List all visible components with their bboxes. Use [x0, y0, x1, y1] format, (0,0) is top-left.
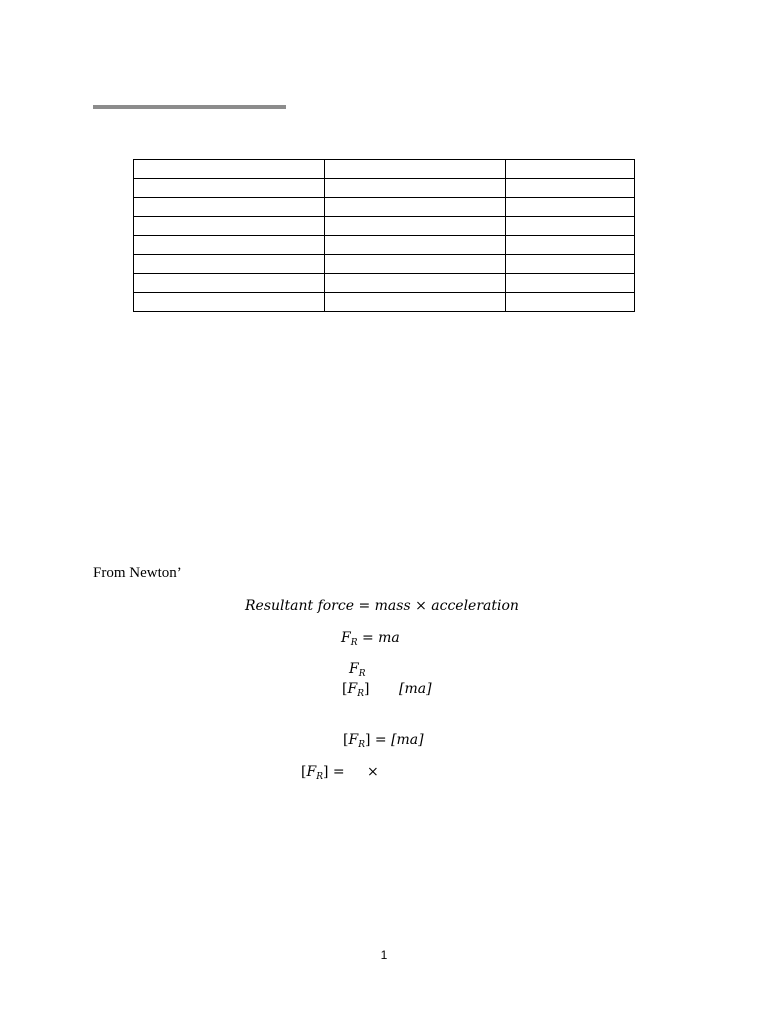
page-number: 1	[380, 948, 388, 962]
heading-rule	[93, 105, 286, 109]
table-cell	[325, 274, 505, 293]
bracket-close: ]	[363, 681, 370, 697]
times-sign: ×	[367, 764, 379, 780]
symbol-f: F	[306, 764, 317, 780]
intro-paragraph: From Newton’	[93, 565, 182, 581]
table-cell	[325, 160, 505, 179]
table-row	[134, 179, 635, 198]
table-row	[134, 217, 635, 236]
subscript-r: R	[358, 669, 366, 679]
table-cell	[505, 293, 634, 312]
table-cell	[134, 179, 325, 198]
table-cell	[325, 179, 505, 198]
symbol-f: F	[348, 732, 359, 748]
table-cell	[505, 198, 634, 217]
equation-fr-ma	[341, 630, 400, 648]
table-row	[134, 274, 635, 293]
table-row	[134, 255, 635, 274]
table-cell	[505, 236, 634, 255]
equation-fr-label	[349, 661, 366, 679]
table-cell	[134, 236, 325, 255]
table-cell	[505, 274, 634, 293]
table-cell	[325, 255, 505, 274]
bracket-open: [	[301, 764, 307, 780]
subscript-r: R	[350, 638, 358, 648]
symbol-f: F	[341, 630, 351, 646]
table-cell	[134, 198, 325, 217]
symbol-ma: ma	[378, 630, 400, 646]
equation-bracket-fr	[342, 681, 369, 699]
equals-sign: =	[361, 630, 374, 646]
table-cell	[505, 179, 634, 198]
table-cell	[325, 236, 505, 255]
symbol-f: F	[349, 661, 359, 677]
table-row	[134, 160, 635, 179]
table-row	[134, 236, 635, 255]
table-cell	[134, 293, 325, 312]
equation-dimension-equality	[343, 732, 424, 750]
table-cell	[134, 217, 325, 236]
equation-bracket-ma: [ma]	[399, 681, 432, 697]
table-cell	[134, 160, 325, 179]
equation-right: = [ma]	[374, 732, 424, 748]
table-row	[134, 198, 635, 217]
table-cell	[325, 293, 505, 312]
subscript-r: R	[358, 740, 365, 750]
symbol-f: F	[347, 681, 358, 697]
table-cell	[325, 217, 505, 236]
equals-sign: =	[358, 598, 371, 614]
bracket-close-equals: ] =	[322, 764, 345, 780]
table-cell	[505, 217, 634, 236]
table-cell	[325, 198, 505, 217]
table-cell	[505, 255, 634, 274]
equation-left: Resultant force	[245, 598, 354, 614]
equation-resultant-force	[245, 598, 519, 614]
table-cell	[134, 255, 325, 274]
bracket-close: ]	[364, 732, 371, 748]
equation-dimension-product	[301, 764, 345, 782]
subscript-r: R	[316, 772, 323, 782]
table-row	[134, 293, 635, 312]
table-cell	[134, 274, 325, 293]
table-cell	[505, 160, 634, 179]
subscript-r: R	[357, 689, 364, 699]
equation-right: mass × acceleration	[374, 598, 519, 614]
empty-data-table	[133, 159, 635, 312]
bracket-open: [	[343, 732, 349, 748]
bracket-open: [	[342, 681, 348, 697]
